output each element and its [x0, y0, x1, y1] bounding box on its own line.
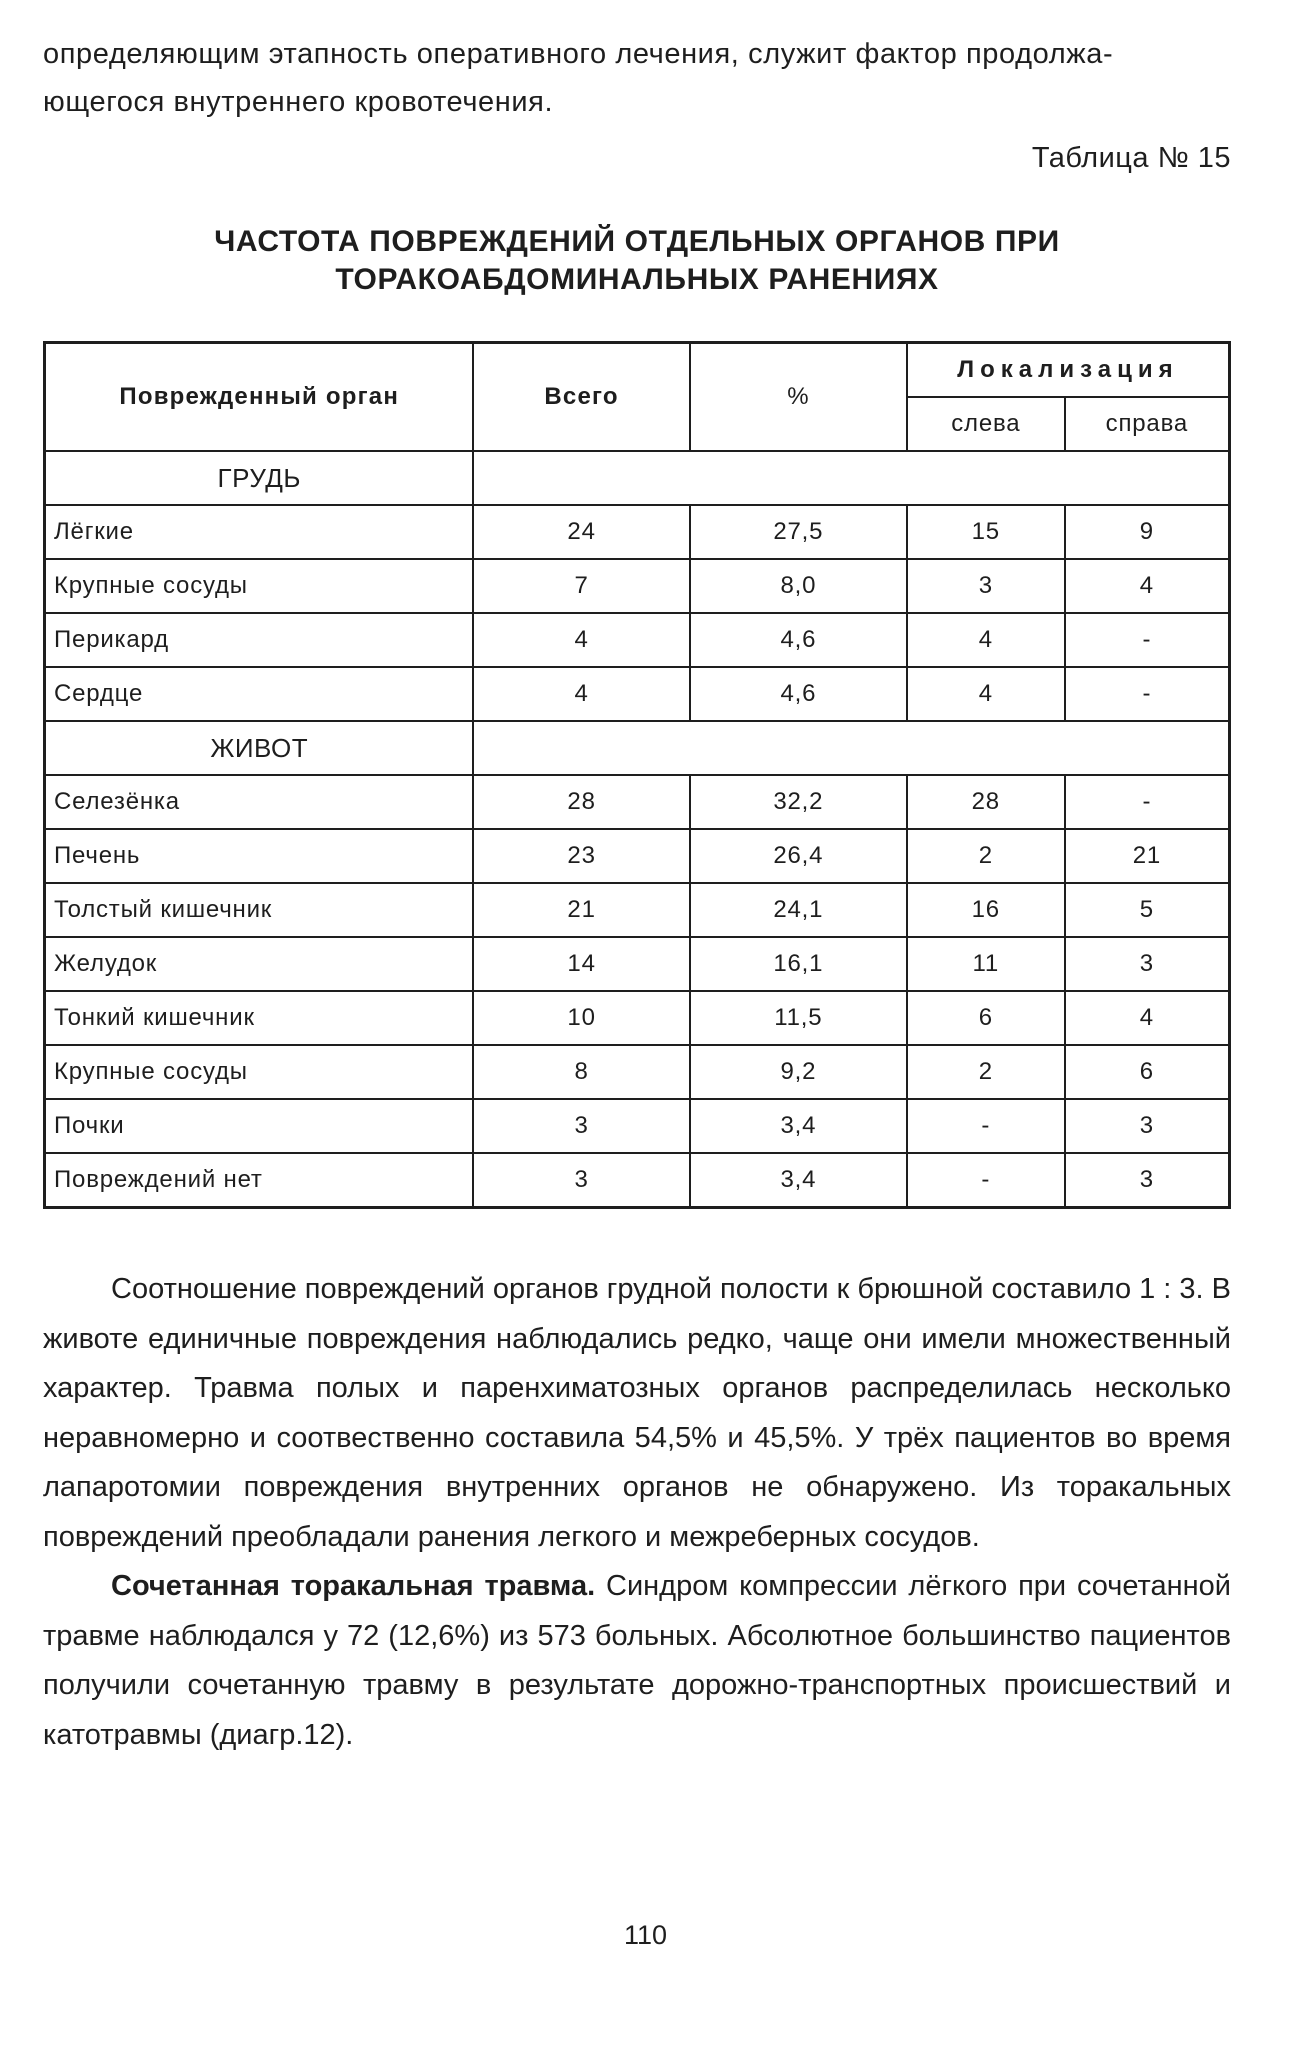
header-percent: % — [690, 343, 907, 452]
table-row — [45, 829, 1230, 883]
cell-total: 10 — [473, 991, 689, 1045]
cell-left: 11 — [907, 937, 1065, 991]
table-caption: Таблица № 15 — [1031, 142, 1231, 174]
cell-percent: 11,5 — [690, 991, 907, 1045]
cell-right: - — [1065, 613, 1230, 667]
cell-percent: 32,2 — [690, 775, 907, 829]
cell-total: 8 — [473, 1045, 689, 1099]
table-row — [45, 883, 1230, 937]
cell-left: 3 — [907, 559, 1065, 613]
cell-right: 5 — [1065, 883, 1230, 937]
cell-left: - — [907, 1153, 1065, 1208]
cell-total: 4 — [473, 667, 689, 721]
table-row — [45, 1099, 1230, 1153]
injury-frequency-table — [43, 341, 1231, 1209]
header-organ: Поврежденный орган — [45, 343, 474, 452]
table-row — [45, 1153, 1230, 1208]
cell-right: 3 — [1065, 1099, 1230, 1153]
cell-total: 3 — [473, 1099, 689, 1153]
cell-organ: Тонкий кишечник — [45, 991, 474, 1045]
section-name: ГРУДЬ — [45, 451, 474, 505]
cell-percent: 9,2 — [690, 1045, 907, 1099]
intro-line-1: определяющим этапность оперативного лечения, служит фактор продолжа- — [43, 38, 1114, 70]
section-empty-cell — [473, 451, 1229, 505]
cell-total: 21 — [473, 883, 689, 937]
cell-left: 28 — [907, 775, 1065, 829]
cell-left: 2 — [907, 1045, 1065, 1099]
cell-percent: 24,1 — [690, 883, 907, 937]
section-empty-cell — [473, 721, 1229, 775]
cell-left: 15 — [907, 505, 1065, 559]
cell-right: 4 — [1065, 991, 1230, 1045]
cell-percent: 26,4 — [690, 829, 907, 883]
cell-left: 4 — [907, 667, 1065, 721]
table-row — [45, 1045, 1230, 1099]
cell-right: 3 — [1065, 1153, 1230, 1208]
cell-percent: 4,6 — [690, 613, 907, 667]
cell-left: - — [907, 1099, 1065, 1153]
section-row — [45, 721, 1230, 775]
table-title-line-2: ТОРАКОАБДОМИНАЛЬНЫХ РАНЕНИЯХ — [335, 263, 939, 296]
cell-total: 4 — [473, 613, 689, 667]
cell-right: 6 — [1065, 1045, 1230, 1099]
cell-right: 4 — [1065, 559, 1230, 613]
cell-percent: 27,5 — [690, 505, 907, 559]
table-row — [45, 991, 1230, 1045]
cell-total: 28 — [473, 775, 689, 829]
combined-trauma-text: Синдром компрессии лёгкого при сочетанной травме наблюдался у 72 (12,6%) из 573 больных. Абсолютное большинство пациентов получили сочетанную травму в результате дорожно-транспортных происшествий и катотравмы (диагр.12). — [43, 1570, 1231, 1751]
cell-organ: Почки — [45, 1099, 474, 1153]
cell-percent: 8,0 — [690, 559, 907, 613]
table-row — [45, 775, 1230, 829]
section-row — [45, 451, 1230, 505]
table-row — [45, 613, 1230, 667]
header-left: слева — [907, 397, 1065, 451]
cell-organ: Селезёнка — [45, 775, 474, 829]
cell-total: 3 — [473, 1153, 689, 1208]
cell-total: 24 — [473, 505, 689, 559]
cell-organ: Желудок — [45, 937, 474, 991]
paragraph-combined-trauma — [43, 1562, 1231, 1760]
paragraph-ratio: Соотношение повреждений органов грудной полости к брюшной составило 1 : 3. В животе единичные повреждения наблюдались редко, чаще они имели множественный характер. Травма полых и паренхиматозных органов распределилась несколько неравномерно и соотвественно составила 54,5% и 45,5%. У трёх пациентов во время лапаротомии повреждения внутренних органов не обнаружено. Из торакальных повреждений преобладали ранения легкого и межреберных сосудов. — [43, 1273, 1232, 1553]
table-title-line-1: ЧАСТОТА ПОВРЕЖДЕНИЙ ОТДЕЛЬНЫХ ОРГАНОВ ПРИ — [214, 225, 1060, 258]
cell-total: 14 — [473, 937, 689, 991]
intro-paragraph — [43, 30, 1231, 126]
header-localization: Локализация — [907, 343, 1230, 398]
table-title — [43, 223, 1231, 299]
table-body — [45, 451, 1230, 1208]
cell-percent: 4,6 — [690, 667, 907, 721]
cell-right: 9 — [1065, 505, 1230, 559]
cell-organ: Повреждений нет — [45, 1153, 474, 1208]
cell-organ: Крупные сосуды — [45, 1045, 474, 1099]
table-row — [45, 505, 1230, 559]
cell-organ: Перикард — [45, 613, 474, 667]
table-row — [45, 937, 1230, 991]
cell-right: 3 — [1065, 937, 1230, 991]
intro-line-2: ющегося внутреннего кровотечения. — [43, 86, 554, 118]
cell-left: 4 — [907, 613, 1065, 667]
cell-right: - — [1065, 667, 1230, 721]
table-row — [45, 559, 1230, 613]
cell-percent: 3,4 — [690, 1153, 907, 1208]
cell-organ: Сердце — [45, 667, 474, 721]
cell-total: 23 — [473, 829, 689, 883]
cell-organ: Крупные сосуды — [45, 559, 474, 613]
cell-left: 2 — [907, 829, 1065, 883]
cell-organ: Лёгкие — [45, 505, 474, 559]
cell-organ: Печень — [45, 829, 474, 883]
cell-organ: Толстый кишечник — [45, 883, 474, 937]
cell-left: 6 — [907, 991, 1065, 1045]
page-number: 110 — [623, 1920, 668, 1950]
header-right: справа — [1065, 397, 1230, 451]
document-page — [43, 30, 1231, 1760]
table-row — [45, 667, 1230, 721]
section-name: ЖИВОТ — [45, 721, 474, 775]
cell-right: - — [1065, 775, 1230, 829]
combined-trauma-heading: Сочетанная торакальная травма. — [111, 1570, 596, 1602]
header-total: Всего — [473, 343, 689, 452]
cell-left: 16 — [907, 883, 1065, 937]
cell-total: 7 — [473, 559, 689, 613]
cell-percent: 16,1 — [690, 937, 907, 991]
cell-right: 21 — [1065, 829, 1230, 883]
cell-percent: 3,4 — [690, 1099, 907, 1153]
